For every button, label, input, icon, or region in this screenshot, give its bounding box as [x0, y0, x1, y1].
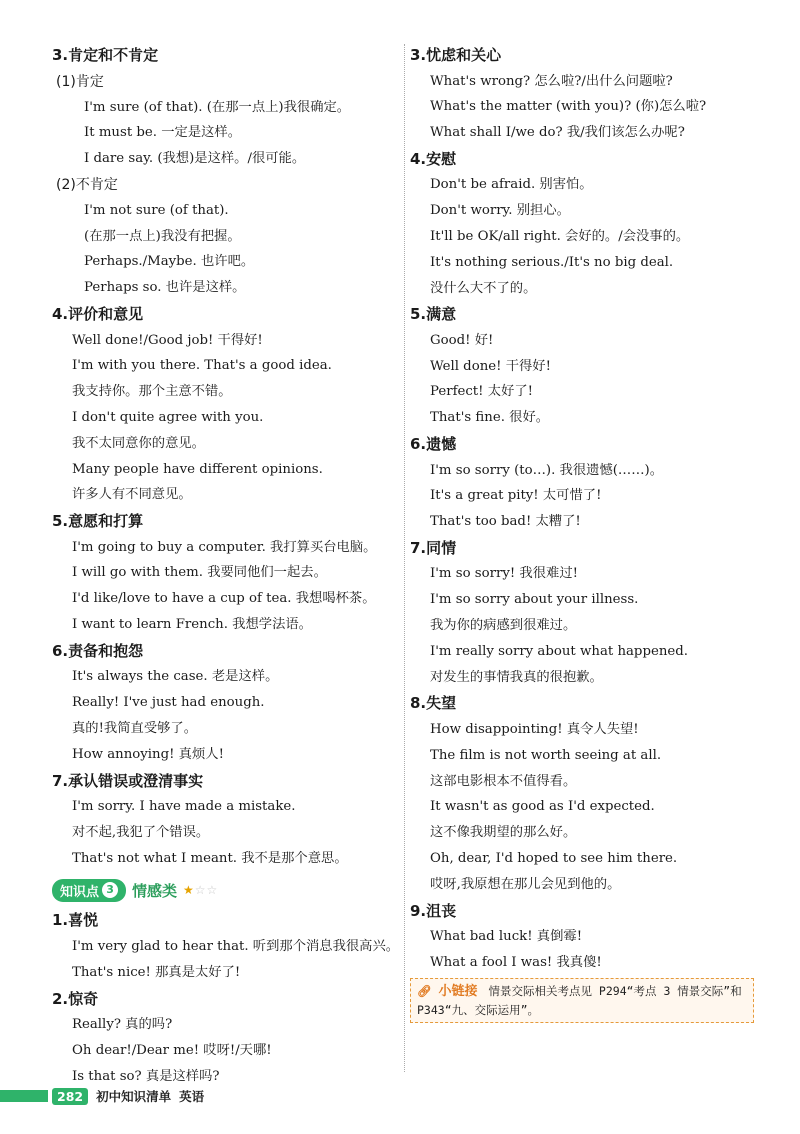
example-line: What's wrong? 怎么啦?/出什么问题啦?	[430, 73, 673, 89]
example-line: What bad luck! 真倒霉!	[430, 929, 583, 945]
knowledge-point-tag	[52, 879, 126, 902]
example-line: How disappointing! 真令人失望!	[430, 721, 639, 737]
example-line: I will go with them. 我要同他们一起去。	[72, 565, 327, 581]
example-line: 这不像我期望的那么好。	[430, 825, 577, 841]
link-icon: 🔗︎	[417, 983, 432, 998]
example-line: I'm sorry. I have made a mistake.	[72, 799, 296, 815]
example-line: What shall I/we do? 我/我们该怎么办呢?	[430, 125, 685, 141]
section-heading: 6.遗憾	[410, 435, 457, 454]
left-column	[52, 42, 402, 1089]
example-line: I'm very glad to hear that. 听到那个消息我很高兴。	[72, 938, 400, 954]
footer-accent-bar	[0, 1090, 48, 1102]
example-line: 没什么大不了的。	[430, 280, 537, 296]
example-line: It's nothing serious./It's no big deal.	[430, 254, 674, 270]
example-line: Oh dear!/Dear me! 哎呀!/天哪!	[72, 1042, 272, 1058]
example-line: 这部电影根本不值得看。	[430, 773, 577, 789]
example-line: I want to learn French. 我想学法语。	[72, 617, 312, 633]
example-line: Perhaps so. 也许是这样。	[84, 280, 246, 296]
section-heading: 5.满意	[410, 305, 457, 324]
section-heading: 3.肯定和不肯定	[52, 46, 159, 64]
example-line: What a fool I was! 我真傻!	[430, 954, 602, 970]
star-filled-icon: ★	[183, 883, 195, 898]
example-line: 真的!我简直受够了。	[72, 720, 198, 736]
example-line: Oh, dear, I'd hoped to see him there.	[430, 850, 678, 866]
example-line: It must be. 一定是这样。	[84, 125, 242, 141]
link-note	[410, 978, 754, 1023]
example-line: 我为你的病感到很难过。	[430, 618, 577, 634]
example-line: That's not what I meant. 我不是那个意思。	[72, 850, 348, 866]
example-line: (在那一点上)我没有把握。	[84, 228, 241, 244]
example-line: I dare say. (我想)是这样。/很可能。	[84, 151, 306, 167]
example-line: The film is not worth seeing at all.	[430, 747, 662, 763]
section-heading: 6.责备和抱怨	[52, 641, 144, 660]
subject-label: 英语	[179, 1089, 205, 1104]
example-line: I'm going to buy a computer. 我打算买台电脑。	[72, 539, 377, 555]
star-empty-icon: ☆☆	[194, 883, 219, 898]
example-line: It'll be OK/all right. 会好的。/会没事的。	[430, 228, 690, 244]
page-number: 282	[52, 1088, 88, 1105]
example-line: It wasn't as good as I'd expected.	[430, 799, 655, 815]
knowledge-point-title: 情感类	[132, 881, 178, 900]
example-line: That's fine. 很好。	[430, 410, 550, 426]
example-line: 对发生的事情我真的很抱歉。	[430, 669, 603, 685]
example-line: Well done!/Good job! 干得好!	[72, 332, 263, 348]
column-divider	[404, 44, 405, 1072]
example-line: I don't quite agree with you.	[72, 409, 264, 425]
subsection-heading: (1)肯定	[56, 73, 104, 90]
example-line: Well done! 干得好!	[430, 358, 551, 374]
example-line: Perhaps./Maybe. 也许吧。	[84, 254, 255, 270]
section-heading: 7.同情	[410, 538, 457, 557]
example-line: I'm so sorry (to…). 我很遗憾(……)。	[430, 462, 664, 478]
section-heading: 3.忧虑和关心	[410, 46, 502, 64]
example-line: Don't worry. 别担心。	[430, 203, 570, 219]
section-heading: 8.失望	[410, 694, 457, 713]
difficulty-stars	[183, 883, 218, 897]
example-line: How annoying! 真烦人!	[72, 746, 224, 762]
knowledge-point-label: 知识点	[60, 884, 100, 900]
section-heading: 9.沮丧	[410, 901, 457, 920]
example-line: Many people have different opinions.	[72, 461, 323, 477]
example-line: 我支持你。那个主意不错。	[72, 384, 232, 400]
example-line: I'm with you there. That's a good idea.	[72, 358, 332, 374]
example-line: That's nice! 那真是太好了!	[72, 964, 241, 980]
example-line: I'm not sure (of that).	[84, 202, 229, 218]
example-line: I'm so sorry! 我很难过!	[430, 566, 578, 582]
example-line: 对不起,我犯了个错误。	[72, 824, 210, 840]
page-footer	[52, 1085, 204, 1107]
section-heading: 7.承认错误或澄清事实	[52, 771, 204, 790]
section-heading: 4.评价和意见	[52, 305, 144, 324]
section-heading: 5.意愿和打算	[52, 512, 144, 531]
example-line: Good! 好!	[430, 332, 494, 348]
example-line: I'm so sorry about your illness.	[430, 592, 639, 608]
example-line: It's always the case. 老是这样。	[72, 669, 279, 685]
example-line: It's a great pity! 太可惜了!	[430, 488, 602, 504]
example-line: Really? 真的吗?	[72, 1017, 173, 1033]
section-heading: 4.安慰	[410, 149, 457, 168]
example-line: Really! I've just had enough.	[72, 695, 265, 711]
example-line: I'd like/love to have a cup of tea. 我想喝杯茶。	[72, 591, 376, 607]
link-note-label: 小链接	[438, 983, 478, 999]
link-note-text: 情景交际相关考点见 P294“考点 3 情景交际”和 P343“九、交际运用”。	[417, 983, 742, 1017]
knowledge-point-number: 3	[102, 882, 118, 898]
example-line: Don't be afraid. 别害怕。	[430, 177, 593, 193]
example-line: What's the matter (with you)? (你)怎么啦?	[430, 99, 707, 115]
example-line: Is that so? 真是这样吗?	[72, 1068, 220, 1084]
example-line: 许多人有不同意见。	[72, 487, 192, 503]
example-line: 我不太同意你的意见。	[72, 435, 205, 451]
book-title: 初中知识清单	[96, 1089, 172, 1104]
subsection-heading: (2)不肯定	[56, 176, 118, 193]
example-line: I'm sure (of that). (在那一点上)我很确定。	[84, 99, 351, 115]
section-heading: 2.惊奇	[52, 989, 99, 1008]
section-heading: 1.喜悦	[52, 911, 99, 930]
example-line: I'm really sorry about what happened.	[430, 643, 688, 659]
example-line: Perfect! 太好了!	[430, 384, 533, 400]
example-line: 哎呀,我原想在那儿会见到他的。	[430, 876, 621, 892]
example-line: That's too bad! 太糟了!	[430, 514, 581, 530]
right-column	[410, 42, 760, 1023]
knowledge-point-header	[52, 873, 402, 907]
